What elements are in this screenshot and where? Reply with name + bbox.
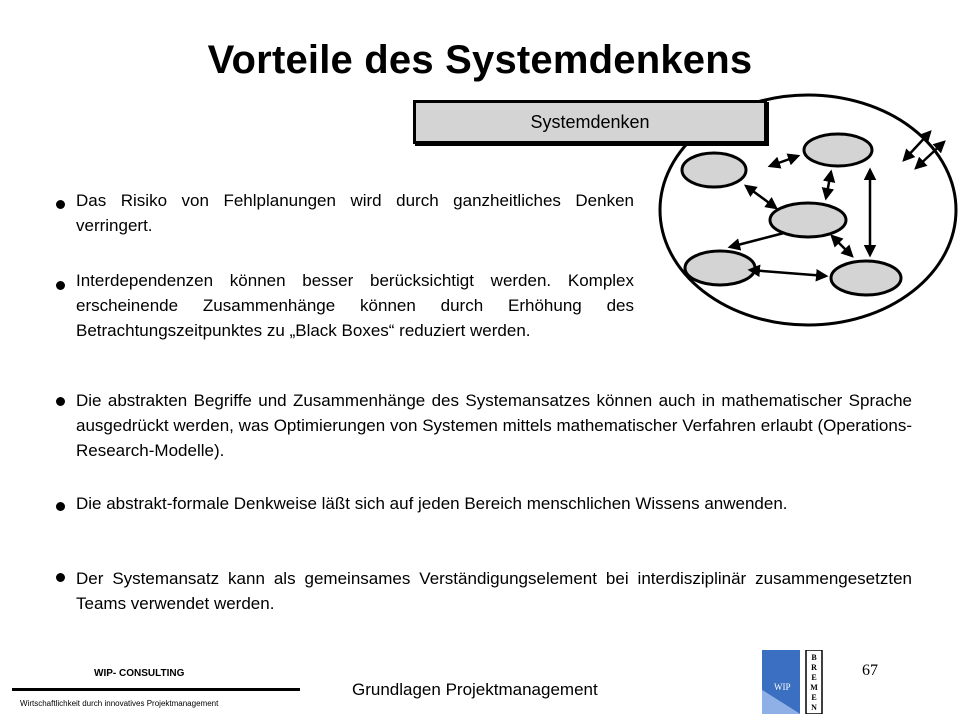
relation-arrow <box>770 156 798 166</box>
svg-text:E: E <box>811 673 817 682</box>
bullet-text: Die abstrakt-formale Denkweise läßt sich auf jeden Bereich menschlichen Wissens anwenden. <box>76 494 788 513</box>
relation-arrow <box>746 186 776 208</box>
bullet-dot <box>56 502 65 511</box>
bullet-dot <box>56 200 65 209</box>
relation-arrow <box>826 172 831 198</box>
bullet-text: Interdependenzen können besser berücksichtigt werden. Komplex erscheinende Zusammenhänge können durch Erhöhung des Betrachtungszeitpunktes zu „Black Boxes“ reduziert werden. <box>76 271 634 340</box>
systemdenken-label: Systemdenken <box>413 100 767 144</box>
bullet-text: Der Systemansatz kann als gemeinsames Verständigungselement bei interdisziplinär zusammengesetzten Teams verwendet werden. <box>76 569 912 613</box>
svg-text:R: R <box>811 663 817 672</box>
bullet-dot <box>56 573 65 582</box>
bullet-dot <box>56 281 65 290</box>
svg-text:N: N <box>811 703 817 712</box>
page-title: Vorteile des Systemdenkens <box>207 38 753 82</box>
system-element <box>804 134 872 166</box>
environment-arrow <box>904 132 930 160</box>
wip-bremen-logo <box>762 650 828 714</box>
bullet-dot <box>56 397 65 406</box>
system-element <box>831 261 901 295</box>
footer-course-title: Grundlagen Projektmanagement <box>352 680 598 699</box>
relation-arrow <box>832 236 852 256</box>
svg-text:E: E <box>811 693 817 702</box>
system-element <box>770 203 846 237</box>
relation-arrow <box>750 270 826 276</box>
page-number: 67 <box>862 662 878 679</box>
relation-arrow <box>730 233 784 247</box>
bullet-text: Die abstrakten Begriffe und Zusammenhänge des Systemansatzes können auch in mathematischer Sprache ausgedrückt werden, was Optimierungen von Systemen mittels mathematischer Verfahren erlaubt (Operations-Research-Modelle). <box>76 391 912 460</box>
system-element <box>685 251 755 285</box>
company-tagline: Wirtschaftlichkeit durch innovatives Projektmanagement <box>20 699 219 708</box>
footer-divider <box>12 688 300 691</box>
svg-text:B: B <box>811 653 817 662</box>
svg-text:WIP: WIP <box>774 682 791 692</box>
company-name: WIP- CONSULTING <box>94 668 185 679</box>
system-element <box>682 153 746 187</box>
environment-arrow <box>916 142 944 168</box>
svg-text:M: M <box>810 683 818 692</box>
bullet-text: Das Risiko von Fehlplanungen wird durch ganzheitliches Denken verringert. <box>76 191 634 235</box>
